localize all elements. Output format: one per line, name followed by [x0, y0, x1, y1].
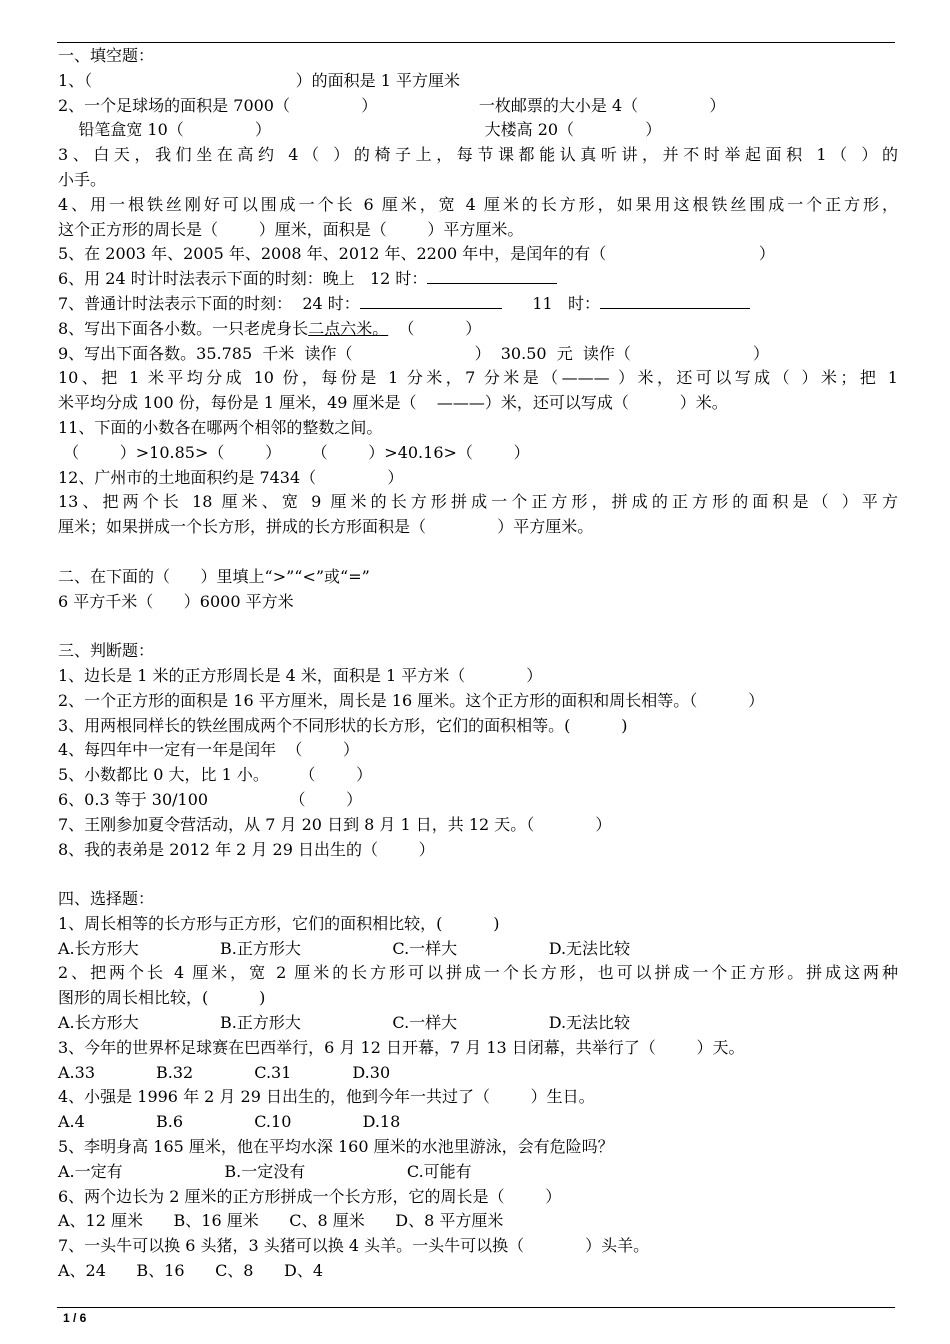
question-text: 5、李明身高 165 厘米，他在平均水深 160 厘米的水池里游泳，会有危险吗？ [58, 1137, 614, 1157]
question-text: 这个正方形的周长是（ ）厘米，面积是（ ）平方厘米。 [58, 219, 524, 239]
question-text: 6 平方千米（ ）6000 平方米 [58, 591, 294, 611]
spacer [58, 862, 898, 887]
question-text: （ ） [388, 318, 482, 338]
question-text: 12、广州市的土地面积约是 7434（ ） [58, 467, 404, 487]
question-text: 图形的周长相比较，( ) [58, 988, 266, 1008]
question-text: 5、小数都比 0 大，比 1 小。 （ ） [58, 765, 373, 785]
answer-options: A.一定有 B.一定没有 C.可能有 [58, 1161, 472, 1181]
answer-blank [600, 296, 750, 309]
question-text: 3、用两根同样长的铁丝围成两个不同形状的长方形，它们的面积相等。( ) [58, 715, 628, 735]
answer-options: A.4 B.6 C.10 D.18 [58, 1112, 401, 1132]
question-text: 4、每四年中一定有一年是闰年 （ ） [58, 740, 360, 760]
section-title: 二、在下面的（ ）里填上“>”“<”或“=” [58, 566, 370, 586]
question-text: 2、把两个长 4 厘米，宽 2 厘米的长方形可以拼成一个长方形，也可以拼成一个正方形。拼成这两种 [58, 963, 898, 983]
question-text: 13、把两个长 18 厘米、宽 9 厘米的长方形拼成一个正方形，拼成的正方形的面积是（ ）平方 [58, 492, 898, 512]
answer-blank [360, 296, 502, 309]
question-text: 1、（ ）的面积是 1 平方厘米 [58, 70, 460, 90]
page-number: 1 / 6 [63, 1311, 87, 1325]
question-7 [58, 292, 898, 317]
question-text: 米平均分成 100 份，每份是 1 厘米，49 厘米是（ ———）米，还可以写成（ ）米。 [58, 393, 728, 413]
question-text: 2、一个正方形的面积是 16 平方厘米，周长是 16 厘米。这个正方形的面积和周长相等。（ ） [58, 690, 765, 710]
question-text: （ ）>10.85>（ ） （ ）>40.16>（ ） [58, 442, 530, 462]
question-text: 11、下面的小数各在哪两个相邻的整数之间。 [58, 417, 383, 437]
question-text: 6、用 24 时计时法表示下面的时刻：晚上 12 时： [58, 269, 428, 289]
underlined-text: 二点六米。 [308, 318, 389, 338]
question-text: 3、白天，我们坐在高约 4（ ）的椅子上，每节课都能认真听讲，并不时举起面积 1（ ）的 [58, 145, 898, 165]
worksheet-body [58, 44, 898, 1284]
question-text: 厘米；如果拼成一个长方形，拼成的长方形面积是（ ）平方厘米。 [58, 517, 594, 537]
question-text: 11 时： [501, 293, 600, 313]
question-text: 7、一头牛可以换 6 头猪，3 头猪可以换 4 头羊。一头牛可以换（ ）头羊。 [58, 1236, 650, 1256]
question-text: 5、在 2003 年、2005 年、2008 年、2012 年、2200 年中，是闰年的有（ ） [58, 244, 775, 264]
footer-rule [57, 1307, 895, 1308]
question-text: 4、小强是 1996 年 2 月 29 日出生的，他到今年一共过了（ ）生日。 [58, 1087, 595, 1107]
question-text: 7、普通计时法表示下面的时刻： 24 时： [58, 293, 360, 313]
question-text: 铅笔盒宽 10（ ） 大楼高 20（ ） [58, 120, 662, 140]
section-title: 四、选择题： [58, 889, 155, 909]
spacer [58, 614, 898, 639]
section-title: 三、判断题： [58, 641, 155, 661]
question-text: 1、边长是 1 米的正方形周长是 4 米，面积是 1 平方米（ ） [58, 665, 543, 685]
answer-options: A.长方形大 B.正方形大 C.一样大 D.无法比较 [58, 1013, 631, 1033]
question-text: 2、一个足球场的面积是 7000（ ） 一枚邮票的大小是 4（ ） [58, 95, 726, 115]
question-text: 4、用一根铁丝刚好可以围成一个长 6 厘米，宽 4 厘米的长方形，如果用这根铁丝围成一个正方形， [58, 194, 898, 214]
top-rule [57, 42, 895, 43]
answer-options: A.长方形大 B.正方形大 C.一样大 D.无法比较 [58, 938, 631, 958]
question-text: 1、周长相等的长方形与正方形，它们的面积相比较，( ) [58, 913, 500, 933]
spacer [58, 540, 898, 565]
answer-options: A、24 B、16 C、8 D、4 [58, 1261, 324, 1281]
answer-blank [427, 271, 557, 284]
answer-options: A、12 厘米 B、16 厘米 C、8 厘米 D、8 平方厘米 [58, 1211, 504, 1231]
question-8 [58, 317, 898, 342]
answer-options: A.33 B.32 C.31 D.30 [58, 1062, 391, 1082]
question-text: 7、王刚参加夏令营活动，从 7 月 20 日到 8 月 1 日，共 12 天。（ ） [58, 814, 612, 834]
question-text: 6、两个边长为 2 厘米的正方形拼成一个长方形，它的周长是（ ） [58, 1186, 562, 1206]
question-text: 10、把 1 米平均分成 10 份，每份是 1 分米，7 分米是（——— ）米，还可以写成（ ）米；把 1 [58, 368, 898, 388]
question-text: 8、写出下面各小数。一只老虎身长 [58, 318, 309, 338]
question-text: 9、写出下面各数。35.785 千米 读作（ ） 30.50 元 读作（ ） [58, 343, 769, 363]
question-text: 3、今年的世界杯足球赛在巴西举行，6 月 12 日开幕，7 月 13 日闭幕，共举行了（ ）天。 [58, 1037, 745, 1057]
question-text: 8、我的表弟是 2012 年 2 月 29 日出生的（ ） [58, 839, 435, 859]
question-6 [58, 267, 898, 292]
question-text: 小手。 [58, 169, 107, 189]
question-text: 6、0.3 等于 30/100 （ ） [58, 789, 363, 809]
section-title: 一、填空题： [58, 46, 155, 65]
